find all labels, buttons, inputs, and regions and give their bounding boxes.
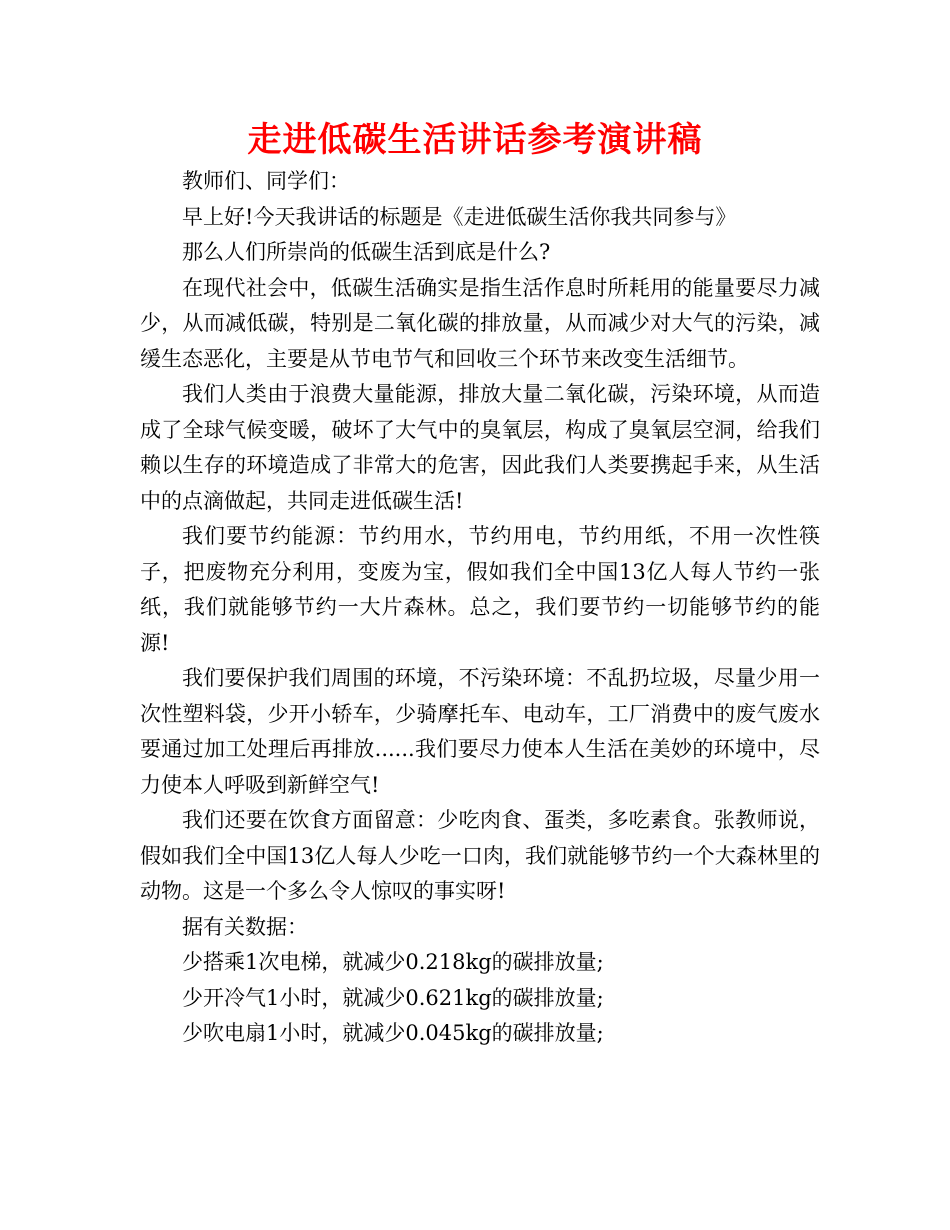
- paragraph-problem: 我们人类由于浪费大量能源，排放大量二氧化碳，污染环境，从而造成了全球气候变暖，破坏了大气中的臭氧层，构成了臭氧层空洞，给我们赖以生存的环境造成了非常大的危害，因此我们人类要携起手来，从生活中的点滴做起，共同走进低碳生活!: [140, 382, 820, 513]
- document-body: [140, 164, 820, 1052]
- paragraph-data-aircon: 少开冷气1小时，就减少0.621kg的碳排放量;: [182, 985, 604, 1010]
- paragraph-data-intro: 据有关数据：: [182, 914, 308, 939]
- paragraph-save-energy: 我们要节约能源：节约用水，节约用电，节约用纸，不用一次性筷子，把废物充分利用，变废为宝，假如我们全中国13亿人每人节约一张纸，我们就能够节约一大片森林。总之，我们要节约一切能够节约的能源!: [140, 524, 820, 655]
- paragraph-question: 那么人们所崇尚的低碳生活到底是什么?: [182, 240, 551, 264]
- paragraph-greeting: 教师们、同学们：: [182, 169, 350, 193]
- paragraph-topic: 早上好!今天我讲话的标题是《走进低碳生活你我共同参与》: [182, 204, 737, 229]
- paragraph-protect-environment: 我们要保护我们周围的环境，不污染环境：不乱扔垃圾，尽量少用一次性塑料袋，少开小轿车，少骑摩托车、电动车，工厂消费中的废气废水要通过加工处理后再排放......我们要尽力使本人生活在美妙的环境中，尽力使本人呼吸到新鲜空气!: [140, 666, 820, 797]
- paragraph-definition: 在现代社会中，低碳生活确实是指生活作息时所耗用的能量要尽力减少，从而减低碳，特别是二氧化碳的排放量，从而减少对大气的污染，减缓生态恶化，主要是从节电节气和回收三个环节来改变生活细节。: [140, 275, 820, 371]
- paragraph-data-fan: 少吹电扇1小时，就减少0.045kg的碳排放量;: [182, 1021, 604, 1045]
- paragraph-diet: 我们还要在饮食方面留意：少吃肉食、蛋类，多吃素食。张教师说，假如我们全中国13亿人每人少吃一口肉，我们就能够节约一个大森林里的动物。这是一个多么令人惊叹的事实呀!: [140, 808, 820, 903]
- document-title: 走进低碳生活讲话参考演讲稿: [247, 120, 703, 160]
- paragraph-data-elevator: 少搭乘1次电梯，就减少0.218kg的碳排放量;: [182, 950, 604, 974]
